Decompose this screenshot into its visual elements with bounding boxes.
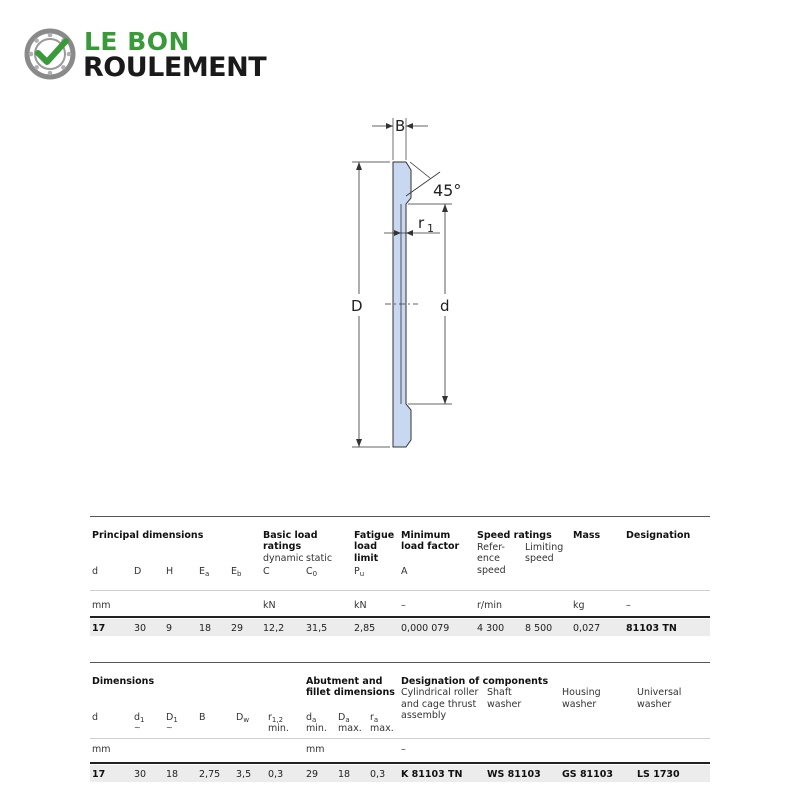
symbol-d1: $d_1$: [134, 712, 145, 724]
bearing-check-icon: [24, 28, 76, 80]
symbol-B: B: [199, 712, 206, 723]
unit-dash-minload: –: [401, 600, 406, 611]
logo-text-line2: ROULEMENT: [83, 52, 267, 83]
value-ref-speed: 4 300: [477, 623, 505, 634]
header-cyl-2: and cage thrust: [401, 699, 477, 710]
components-table: [90, 662, 710, 786]
symbol-Da-note: max.: [338, 723, 362, 734]
header-components: Designation of components: [401, 676, 549, 687]
dimension-label-outer: D: [351, 297, 363, 315]
brand-logo[interactable]: [24, 28, 304, 84]
value-d: 17: [92, 769, 106, 780]
table-top-rule: [90, 662, 710, 663]
table-row: [90, 765, 710, 782]
symbol-Pu: $P_u$: [354, 566, 365, 578]
unit-kg: kg: [573, 600, 585, 611]
header-principal-dimensions: Principal dimensions: [92, 530, 204, 541]
dimension-label-radius: r: [418, 214, 425, 232]
header-designation: Designation: [626, 530, 691, 541]
table-divider: [90, 738, 710, 739]
value-mass: 0,027: [573, 623, 601, 634]
unit-rmin: r/min: [477, 600, 503, 611]
header-shaft-2: washer: [487, 699, 522, 710]
symbol-d: d: [92, 566, 99, 577]
value-C0: 31,5: [306, 623, 328, 634]
header-fatigue-1: Fatigue: [354, 530, 395, 541]
value-universal-washer[interactable]: LS 1730: [637, 769, 680, 780]
value-B: 2,75: [199, 769, 221, 780]
header-abutment-2: fillet dimensions: [306, 687, 395, 698]
symbol-d1-mark: ~: [134, 723, 141, 732]
value-Ea: 18: [199, 623, 212, 634]
header-basic-load-2: ratings: [263, 541, 302, 552]
header-abutment-1: Abutment and: [306, 676, 383, 687]
symbol-d: d: [92, 712, 99, 723]
header-ref-speed-3: speed: [477, 565, 506, 576]
symbol-D: D: [134, 566, 142, 577]
unit-dash-designation: –: [626, 600, 631, 611]
symbol-D1: $D_1$: [166, 712, 178, 724]
header-universal-2: washer: [637, 699, 672, 710]
header-fatigue-3: limit: [354, 553, 379, 564]
value-d: 17: [92, 623, 106, 634]
header-minload-1: Minimum: [401, 530, 451, 541]
symbol-r12: $r_{1,2}$: [268, 712, 284, 724]
header-cyl-1: Cylindrical roller: [401, 687, 479, 698]
value-Dw: 3,5: [236, 769, 252, 780]
symbol-Da: $D_a$: [338, 712, 350, 724]
symbol-ra: $r_a$: [370, 712, 379, 724]
value-H: 9: [166, 623, 173, 634]
value-designation[interactable]: 81103 TN: [626, 623, 677, 634]
header-mass: Mass: [573, 530, 601, 541]
value-ra: 0,3: [370, 769, 386, 780]
header-ref-speed-2: ence: [477, 553, 500, 564]
unit-dash-components: –: [401, 744, 406, 755]
value-C: 12,2: [263, 623, 285, 634]
unit-kN-fatigue: kN: [354, 600, 367, 611]
header-speed-ratings: Speed ratings: [477, 530, 552, 541]
header-shaft-1: Shaft: [487, 687, 512, 698]
value-d1: 30: [134, 769, 147, 780]
value-da: 29: [306, 769, 319, 780]
header-minload-2: load factor: [401, 541, 460, 552]
unit-mm-abutment: mm: [306, 744, 325, 755]
table-top-rule: [90, 516, 710, 517]
symbol-da: $d_a$: [306, 712, 317, 724]
unit-kN-ratings: kN: [263, 600, 276, 611]
table-heavy-rule: [90, 616, 710, 618]
value-r12: 0,3: [268, 769, 284, 780]
value-cyl-assembly[interactable]: K 81103 TN: [401, 769, 463, 780]
unit-mm: mm: [92, 600, 111, 611]
value-D1: 18: [166, 769, 179, 780]
header-basic-load-1: Basic load: [263, 530, 318, 541]
header-ref-speed-1: Refer-: [477, 542, 505, 553]
value-Da: 18: [338, 769, 351, 780]
symbol-Ea: $E_a$: [199, 566, 210, 578]
symbol-da-note: min.: [306, 723, 327, 734]
header-housing-1: Housing: [562, 687, 601, 698]
header-static: static: [306, 553, 333, 564]
dimension-label-width: B: [395, 117, 406, 135]
symbol-C: C: [263, 566, 270, 577]
symbol-Dw: $D_w$: [236, 712, 250, 724]
product-data-table: [90, 516, 710, 640]
dimension-label-inner: d: [440, 297, 450, 315]
value-D: 30: [134, 623, 147, 634]
header-lim-speed-2: speed: [525, 553, 554, 564]
unit-mm-dimensions: mm: [92, 744, 111, 755]
dimension-label-angle: 45°: [433, 181, 462, 200]
logo-text-line1: LE BON: [84, 27, 190, 56]
value-A: 0,000 079: [401, 623, 450, 634]
symbol-H: H: [166, 566, 174, 577]
symbol-ra-note: max.: [370, 723, 394, 734]
header-housing-2: washer: [562, 699, 597, 710]
symbol-A: A: [401, 566, 408, 577]
dimension-label-radius-sub: 1: [427, 222, 434, 235]
symbol-r12-note: min.: [268, 723, 289, 734]
table-divider: [90, 590, 710, 591]
header-universal-1: Universal: [637, 687, 682, 698]
symbol-Eb: $E_b$: [231, 566, 242, 578]
header-cyl-3: assembly: [401, 710, 447, 721]
value-housing-washer[interactable]: GS 81103: [562, 769, 613, 780]
header-dynamic: dynamic: [263, 553, 304, 564]
value-Eb: 29: [231, 623, 244, 634]
table-row: [90, 619, 710, 636]
value-lim-speed: 8 500: [525, 623, 553, 634]
header-dimensions: Dimensions: [92, 676, 155, 687]
value-shaft-washer[interactable]: WS 81103: [487, 769, 541, 780]
washer-cross-section-drawing: [340, 110, 500, 460]
header-lim-speed-1: Limiting: [525, 542, 564, 553]
header-fatigue-2: load: [354, 541, 377, 552]
value-Pu: 2,85: [354, 623, 376, 634]
symbol-D1-mark: ~: [166, 723, 173, 732]
symbol-C0: $C_0$: [306, 566, 318, 578]
table-heavy-rule: [90, 762, 710, 764]
